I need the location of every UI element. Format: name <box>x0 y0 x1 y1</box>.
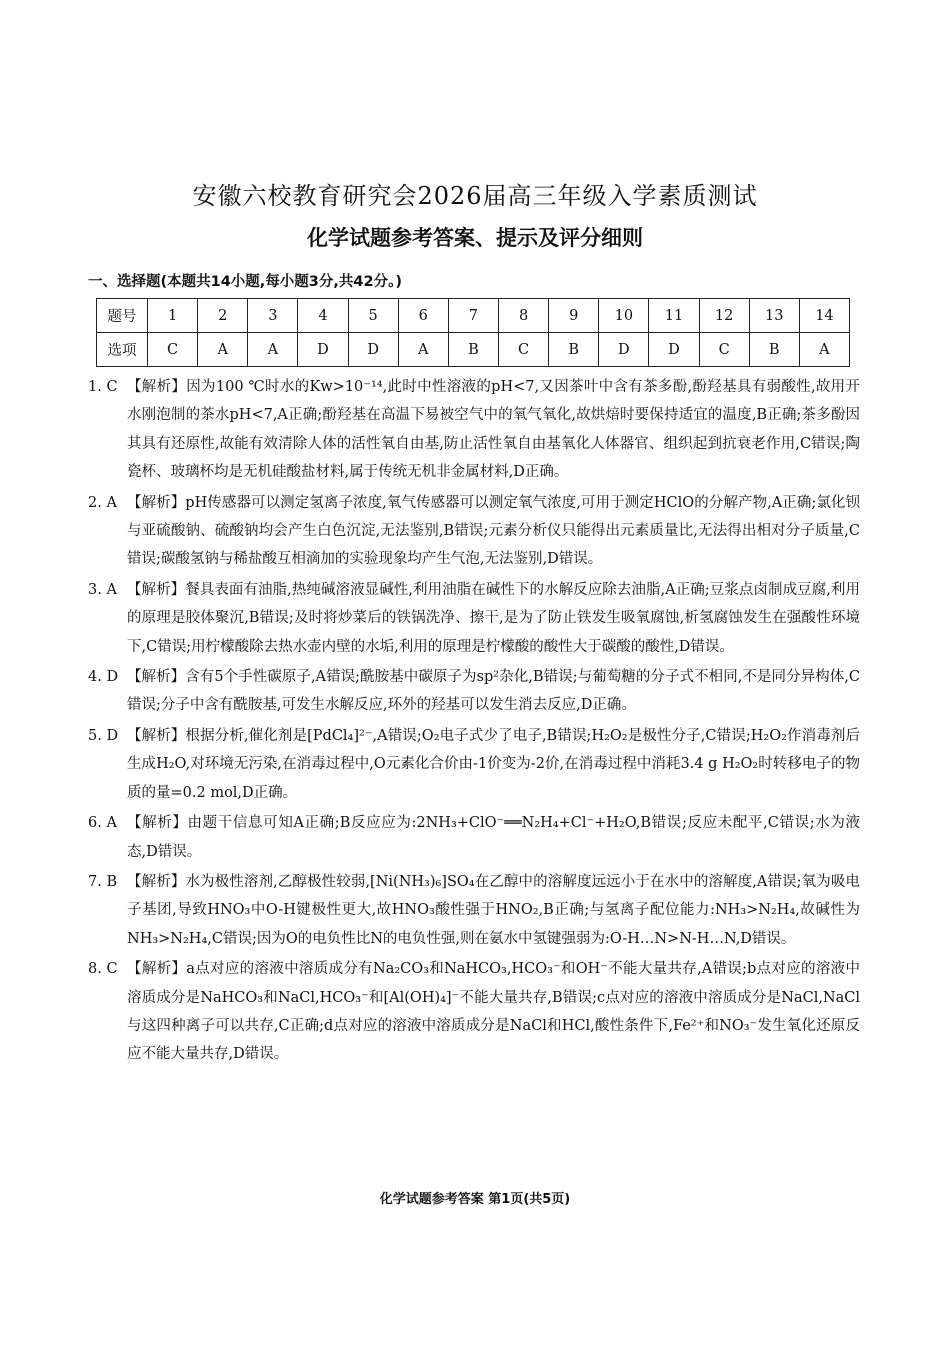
explanation-number: 2. A <box>88 494 117 511</box>
explanation-text: 【解析】pH传感器可以测定氢离子浓度,氧气传感器可以测定氧气浓度,可用于测定HClO的分解产物,A正确;氯化钡与亚硫酸钠、硫酸钠均会产生白色沉淀,无法鉴别,B错误;元素分析仪只能得出元素质量比,无法得出相对分子质量,C错误;碳酸氢钠与稀盐酸互相滴加的实验现象均产生气泡,无法鉴别,D错误。 <box>127 494 860 568</box>
explanation-item <box>88 663 860 720</box>
table-cell-number: 3 <box>248 299 298 333</box>
table-cell-answer: D <box>649 333 699 367</box>
table-row-numbers <box>97 299 850 333</box>
table-cell-answer: B <box>749 333 799 367</box>
explanation-item <box>88 489 860 574</box>
table-cell-number: 9 <box>549 299 599 333</box>
explanation-item <box>88 722 860 807</box>
explanation-list <box>88 373 860 1071</box>
table-row-label: 题号 <box>97 299 148 333</box>
table-row-label: 选项 <box>97 333 148 367</box>
table-cell-number: 5 <box>348 299 398 333</box>
table-cell-number: 8 <box>498 299 548 333</box>
explanation-item <box>88 868 860 953</box>
table-cell-number: 6 <box>398 299 448 333</box>
table-cell-answer: D <box>298 333 348 367</box>
table-cell-answer: D <box>348 333 398 367</box>
explanation-text: 【解析】餐具表面有油脂,热纯碱溶液显碱性,利用油脂在碱性下的水解反应除去油脂,A正确;豆浆点卤制成豆腐,利用的原理是胶体聚沉,B错误;及时将炒菜后的铁锅洗净、擦干,是为了防止铁发生吸氧腐蚀,析氢腐蚀发生在强酸性环境下,C错误;用柠檬酸除去热水壶内壁的水垢,利用的原理是柠檬酸的酸性大于碳酸的酸性,D错误。 <box>127 581 860 655</box>
table-cell-number: 12 <box>699 299 749 333</box>
page-footer: 化学试题参考答案 第1页(共5页) <box>379 1192 571 1207</box>
table-cell-answer: C <box>498 333 548 367</box>
table-cell-number: 11 <box>649 299 699 333</box>
explanation-text: 【解析】水为极性溶剂,乙醇极性较弱,[Ni(NH₃)₆]SO₄在乙醇中的溶解度远远小于在水中的溶解度,A错误;氧为吸电子基团,导致HNO₃中O-H键极性更大,故HNO₃酸性强于HNO₂,B正确;与氢离子配位能力:NH₃>N₂H₄,故碱性为NH₃>N₂H₄,C错误;因为O的电负性比N的电负性强,则在氨水中氢键强弱为:O-H…N>N-H…N,D错误。 <box>127 873 860 947</box>
table-cell-answer: A <box>799 333 849 367</box>
explanation-item <box>88 576 860 661</box>
table-cell-answer: B <box>549 333 599 367</box>
table-cell-number: 10 <box>599 299 649 333</box>
table-cell-number: 14 <box>799 299 849 333</box>
page-title: 安徽六校教育研究会2026届高三年级入学素质测试 <box>192 182 758 210</box>
table-cell-answer: A <box>198 333 248 367</box>
table-cell-answer: B <box>448 333 498 367</box>
explanation-text: 【解析】因为100 ℃时水的Kw>10⁻¹⁴,此时中性溶液的pH<7,又因茶叶中含有茶多酚,酚羟基具有弱酸性,故用开水刚泡制的茶水pH<7,A正确;酚羟基在高温下易被空气中的氧气氧化,故烘焙时要保持适宜的温度,B正确;茶多酚因其具有还原性,故能有效清除人体的活性氧自由基,防止活性氧自由基氧化人体器官、组织起到抗衰老作用,C错误;陶瓷杯、玻璃杯均是无机硅酸盐材料,属于传统无机非金属材料,D正确。 <box>127 379 860 481</box>
answer-table <box>96 298 850 367</box>
table-cell-number: 1 <box>148 299 198 333</box>
explanation-text: 【解析】根据分析,催化剂是[PdCl₄]²⁻,A错误;O₂电子式少了电子,B错误;H₂O₂是极性分子,C错误;H₂O₂作消毒剂后生成H₂O,对环境无污染,在消毒过程中,O元素化合价由-1价变为-2价,在消毒过程中消耗3.4 g H₂O₂时转移电子的物质的量=0.2 mol,D正确。 <box>127 727 860 801</box>
explanation-number: 1. C <box>88 379 118 395</box>
explanation-number: 7. B <box>88 873 118 890</box>
table-cell-answer: C <box>699 333 749 367</box>
table-cell-answer: C <box>148 333 198 367</box>
explanation-number: 8. C <box>88 961 118 978</box>
table-cell-number: 7 <box>448 299 498 333</box>
table-cell-answer: D <box>599 333 649 367</box>
explanation-item <box>88 809 860 866</box>
explanation-number: 3. A <box>88 581 117 598</box>
page-subtitle: 化学试题参考答案、提示及评分细则 <box>307 226 643 250</box>
explanation-text: 【解析】a点对应的溶液中溶质成分有Na₂CO₃和NaHCO₃,HCO₃⁻和OH⁻不能大量共存,A错误;b点对应的溶液中溶质成分是NaHCO₃和NaCl,HCO₃⁻和[Al(OH)₄]⁻不能大量共存,B错误;c点对应的溶液中溶质成分是NaCl,NaCl与这四种离子可以共存,C正确;d点对应的溶液中溶质成分是NaCl和HCl,酸性条件下,Fe²⁺和NO₃⁻发生氧化还原反应不能大量共存,D错误。 <box>127 961 860 1063</box>
table-row-answers <box>97 333 850 367</box>
explanation-text: 【解析】由题干信息可知A正确;B反应应为:2NH₃+ClO⁻══N₂H₄+Cl⁻+H₂O,B错误;反应未配平,C错误;水为液态,D错误。 <box>127 815 860 860</box>
explanation-number: 4. D <box>88 669 119 686</box>
section-heading: 一、选择题(本题共14小题,每小题3分,共42分。) <box>88 274 402 290</box>
explanation-item <box>88 373 860 487</box>
table-cell-answer: A <box>248 333 298 367</box>
table-cell-number: 4 <box>298 299 348 333</box>
table-cell-answer: A <box>398 333 448 367</box>
explanation-number: 6. A <box>88 815 117 832</box>
table-cell-number: 2 <box>198 299 248 333</box>
explanation-number: 5. D <box>88 727 119 744</box>
explanation-item <box>88 955 860 1069</box>
explanation-text: 【解析】含有5个手性碳原子,A错误;酰胺基中碳原子为sp²杂化,B错误;与葡萄糖的分子式不相同,不是同分异构体,C错误;分子中含有酰胺基,可发生水解反应,环外的羟基可以发生消去反应,D正确。 <box>127 669 860 714</box>
table-cell-number: 13 <box>749 299 799 333</box>
